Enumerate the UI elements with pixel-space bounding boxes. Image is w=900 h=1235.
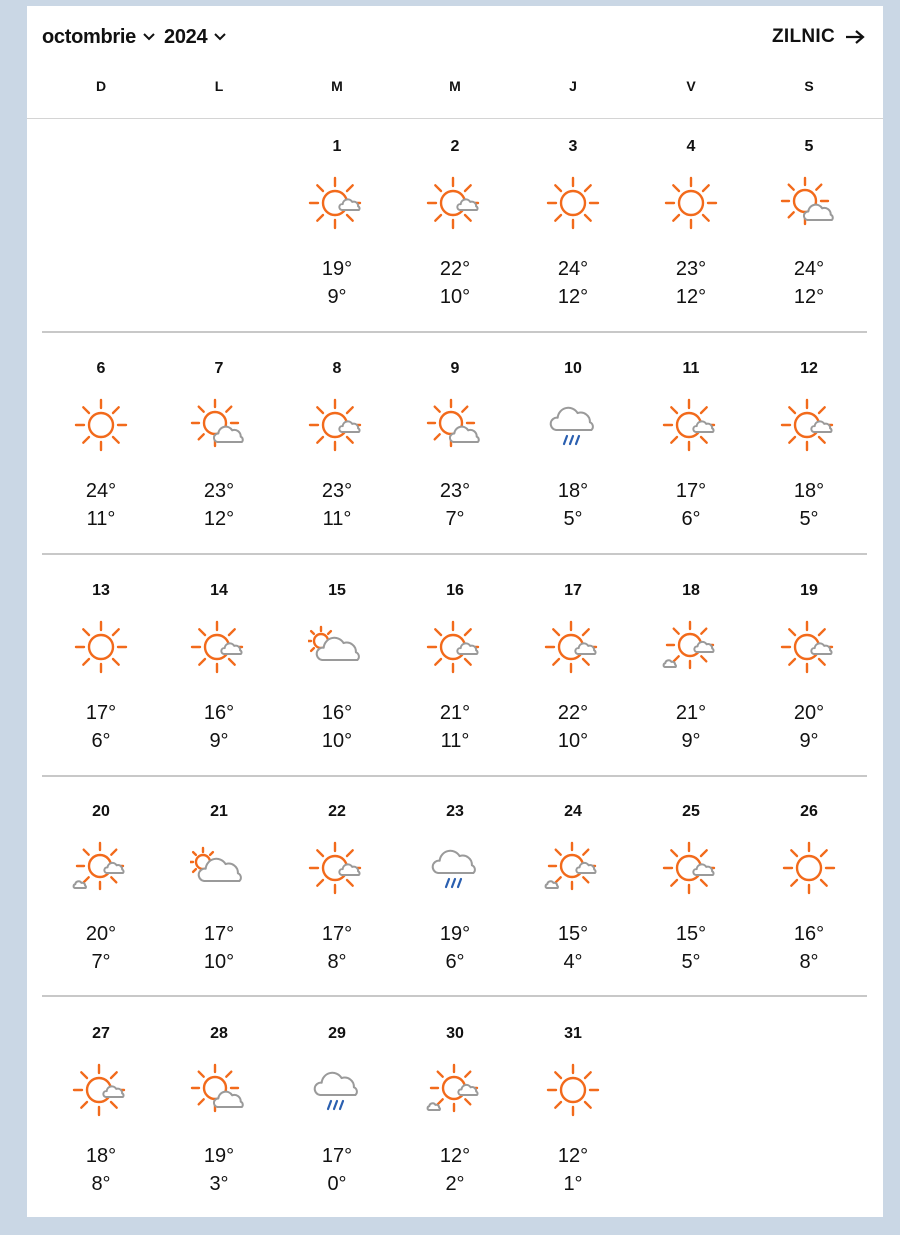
cloudy-sun-icon	[190, 839, 248, 897]
chevron-down-icon	[213, 32, 227, 42]
day-number: 19	[800, 582, 818, 599]
chevron-down-icon	[142, 32, 156, 42]
min-temperature: 9°	[799, 730, 819, 752]
min-temperature: 12°	[793, 286, 825, 308]
sun-big-cloud-icon	[426, 396, 484, 454]
max-temperature: 20°	[793, 702, 825, 724]
sun-icon	[72, 618, 130, 676]
max-temperature: 24°	[793, 258, 825, 280]
max-temperature: 21°	[675, 702, 707, 724]
day-cell[interactable]	[278, 803, 396, 1013]
day-cell[interactable]	[632, 803, 750, 1013]
max-temperature: 23°	[321, 480, 353, 502]
day-cell[interactable]	[160, 360, 278, 570]
min-temperature: 6°	[681, 508, 701, 530]
day-number: 31	[564, 1025, 582, 1042]
min-temperature: 7°	[91, 951, 111, 973]
day-number: 21	[210, 803, 228, 820]
day-number: 2	[450, 138, 460, 155]
day-number: 13	[92, 582, 110, 599]
day-cell[interactable]	[632, 138, 750, 348]
max-temperature: 17°	[203, 923, 235, 945]
sun-cloud-icon	[72, 1061, 130, 1119]
max-temperature: 23°	[203, 480, 235, 502]
year-selector[interactable]	[164, 23, 227, 51]
day-number: 23	[446, 803, 464, 820]
day-number: 11	[682, 360, 700, 377]
min-temperature: 10°	[321, 730, 353, 752]
min-temperature: 5°	[681, 951, 701, 973]
day-number: 5	[804, 138, 814, 155]
rain-cloud-icon	[544, 396, 602, 454]
day-number: 26	[800, 803, 818, 820]
day-number: 18	[682, 582, 700, 599]
min-temperature: 9°	[209, 730, 229, 752]
day-number: 24	[564, 803, 582, 820]
day-number: 8	[332, 360, 342, 377]
day-cell[interactable]	[396, 582, 514, 792]
month-selector[interactable]	[42, 23, 156, 51]
max-temperature: 17°	[85, 702, 117, 724]
min-temperature: 9°	[327, 286, 347, 308]
min-temperature: 10°	[557, 730, 589, 752]
calendar-header	[27, 6, 883, 119]
day-number: 6	[96, 360, 106, 377]
sun-cloud-icon	[426, 174, 484, 232]
max-temperature: 16°	[203, 702, 235, 724]
max-temperature: 18°	[793, 480, 825, 502]
day-number: 17	[564, 582, 582, 599]
sun-icon	[72, 396, 130, 454]
weekday-label: L	[214, 78, 224, 94]
daily-view-link[interactable]	[772, 23, 865, 51]
day-cell[interactable]	[514, 1025, 632, 1235]
weekday-label: D	[95, 78, 107, 94]
day-number: 1	[332, 138, 342, 155]
min-temperature: 11°	[322, 508, 352, 530]
day-number: 9	[450, 360, 460, 377]
day-cell[interactable]	[160, 1025, 278, 1235]
weekday-label: S	[804, 78, 814, 94]
max-temperature: 19°	[203, 1145, 235, 1167]
max-temperature: 23°	[439, 480, 471, 502]
sun-cloud-icon	[662, 839, 720, 897]
min-temperature: 6°	[91, 730, 111, 752]
day-number: 15	[328, 582, 346, 599]
sun-cloud-icon	[780, 618, 838, 676]
day-cell[interactable]	[750, 138, 868, 348]
day-cell[interactable]	[396, 138, 514, 348]
sun-icon	[662, 174, 720, 232]
min-temperature: 9°	[681, 730, 701, 752]
sun-icon	[544, 174, 602, 232]
max-temperature: 22°	[439, 258, 471, 280]
min-temperature: 5°	[563, 508, 583, 530]
sun-cloud-icon	[426, 618, 484, 676]
day-cell[interactable]	[42, 582, 160, 792]
day-cell[interactable]	[750, 582, 868, 792]
max-temperature: 15°	[675, 923, 707, 945]
min-temperature: 8°	[799, 951, 819, 973]
max-temperature: 24°	[85, 480, 117, 502]
sun-cloud-icon	[190, 618, 248, 676]
max-temperature: 15°	[557, 923, 589, 945]
max-temperature: 24°	[557, 258, 589, 280]
cloudy-sun-icon	[308, 618, 366, 676]
day-cell[interactable]	[42, 1025, 160, 1235]
day-number: 20	[92, 803, 110, 820]
max-temperature: 12°	[557, 1145, 589, 1167]
day-cell[interactable]	[632, 360, 750, 570]
day-number: 30	[446, 1025, 464, 1042]
sun-big-cloud-icon	[780, 174, 838, 232]
day-cell[interactable]	[278, 138, 396, 348]
min-temperature: 6°	[445, 951, 465, 973]
min-temperature: 12°	[203, 508, 235, 530]
min-temperature: 4°	[563, 951, 583, 973]
day-number: 7	[214, 360, 224, 377]
day-cell[interactable]	[396, 803, 514, 1013]
sun-cloud-icon	[308, 174, 366, 232]
min-temperature: 0°	[327, 1173, 347, 1195]
year-label: 2024	[164, 25, 208, 48]
max-temperature: 23°	[675, 258, 707, 280]
min-temperature: 7°	[445, 508, 465, 530]
max-temperature: 19°	[321, 258, 353, 280]
day-cell[interactable]	[42, 360, 160, 570]
day-cell[interactable]	[160, 582, 278, 792]
rain-cloud-icon	[426, 839, 484, 897]
day-number: 12	[800, 360, 818, 377]
sun-icon	[780, 839, 838, 897]
min-temperature: 8°	[91, 1173, 111, 1195]
month-label: octombrie	[42, 25, 136, 48]
sun-clouds-icon	[544, 839, 602, 897]
day-number: 27	[92, 1025, 110, 1042]
min-temperature: 10°	[203, 951, 235, 973]
max-temperature: 16°	[793, 923, 825, 945]
day-number: 4	[686, 138, 696, 155]
day-cell[interactable]	[42, 803, 160, 1013]
max-temperature: 18°	[557, 480, 589, 502]
min-temperature: 11°	[440, 730, 470, 752]
day-number: 16	[446, 582, 464, 599]
min-temperature: 2°	[445, 1173, 465, 1195]
max-temperature: 16°	[321, 702, 353, 724]
day-cell[interactable]	[632, 582, 750, 792]
weekday-label: V	[686, 78, 696, 94]
day-cell[interactable]	[160, 803, 278, 1013]
calendar-panel	[27, 6, 883, 1217]
day-cell[interactable]	[278, 1025, 396, 1235]
day-cell[interactable]	[278, 582, 396, 792]
sun-cloud-icon	[544, 618, 602, 676]
weekday-label: M	[331, 78, 343, 94]
day-cell[interactable]	[396, 1025, 514, 1235]
rain-cloud-icon	[308, 1061, 366, 1119]
sun-clouds-icon	[662, 618, 720, 676]
sun-big-cloud-icon	[190, 1061, 248, 1119]
weekday-label: J	[569, 78, 577, 94]
max-temperature: 17°	[321, 1145, 353, 1167]
max-temperature: 20°	[85, 923, 117, 945]
day-number: 14	[210, 582, 228, 599]
sun-icon	[544, 1061, 602, 1119]
max-temperature: 17°	[321, 923, 353, 945]
day-number: 10	[564, 360, 582, 377]
sun-clouds-icon	[72, 839, 130, 897]
min-temperature: 3°	[209, 1173, 229, 1195]
day-number: 25	[682, 803, 700, 820]
min-temperature: 1°	[563, 1173, 583, 1195]
min-temperature: 12°	[557, 286, 589, 308]
sun-cloud-icon	[780, 396, 838, 454]
day-cell[interactable]	[278, 360, 396, 570]
sun-big-cloud-icon	[190, 396, 248, 454]
min-temperature: 12°	[675, 286, 707, 308]
sun-clouds-icon	[426, 1061, 484, 1119]
day-cell[interactable]	[514, 803, 632, 1013]
day-number: 3	[568, 138, 578, 155]
sun-cloud-icon	[308, 839, 366, 897]
day-cell[interactable]	[514, 360, 632, 570]
day-cell[interactable]	[514, 138, 632, 348]
day-number: 29	[328, 1025, 346, 1042]
day-cell[interactable]	[396, 360, 514, 570]
day-cell[interactable]	[514, 582, 632, 792]
day-cell[interactable]	[750, 360, 868, 570]
daily-label: ZILNIC	[771, 26, 835, 47]
day-number: 22	[328, 803, 346, 820]
min-temperature: 11°	[86, 508, 116, 530]
min-temperature: 10°	[439, 286, 471, 308]
max-temperature: 12°	[439, 1145, 471, 1167]
max-temperature: 17°	[675, 480, 707, 502]
sun-cloud-icon	[308, 396, 366, 454]
max-temperature: 18°	[85, 1145, 117, 1167]
max-temperature: 19°	[439, 923, 471, 945]
sun-cloud-icon	[662, 396, 720, 454]
min-temperature: 8°	[327, 951, 347, 973]
max-temperature: 21°	[439, 702, 471, 724]
day-cell[interactable]	[750, 803, 868, 1013]
arrow-right-icon	[845, 30, 865, 44]
weekday-label: M	[449, 78, 461, 94]
day-number: 28	[210, 1025, 228, 1042]
min-temperature: 5°	[799, 508, 819, 530]
max-temperature: 22°	[557, 702, 589, 724]
